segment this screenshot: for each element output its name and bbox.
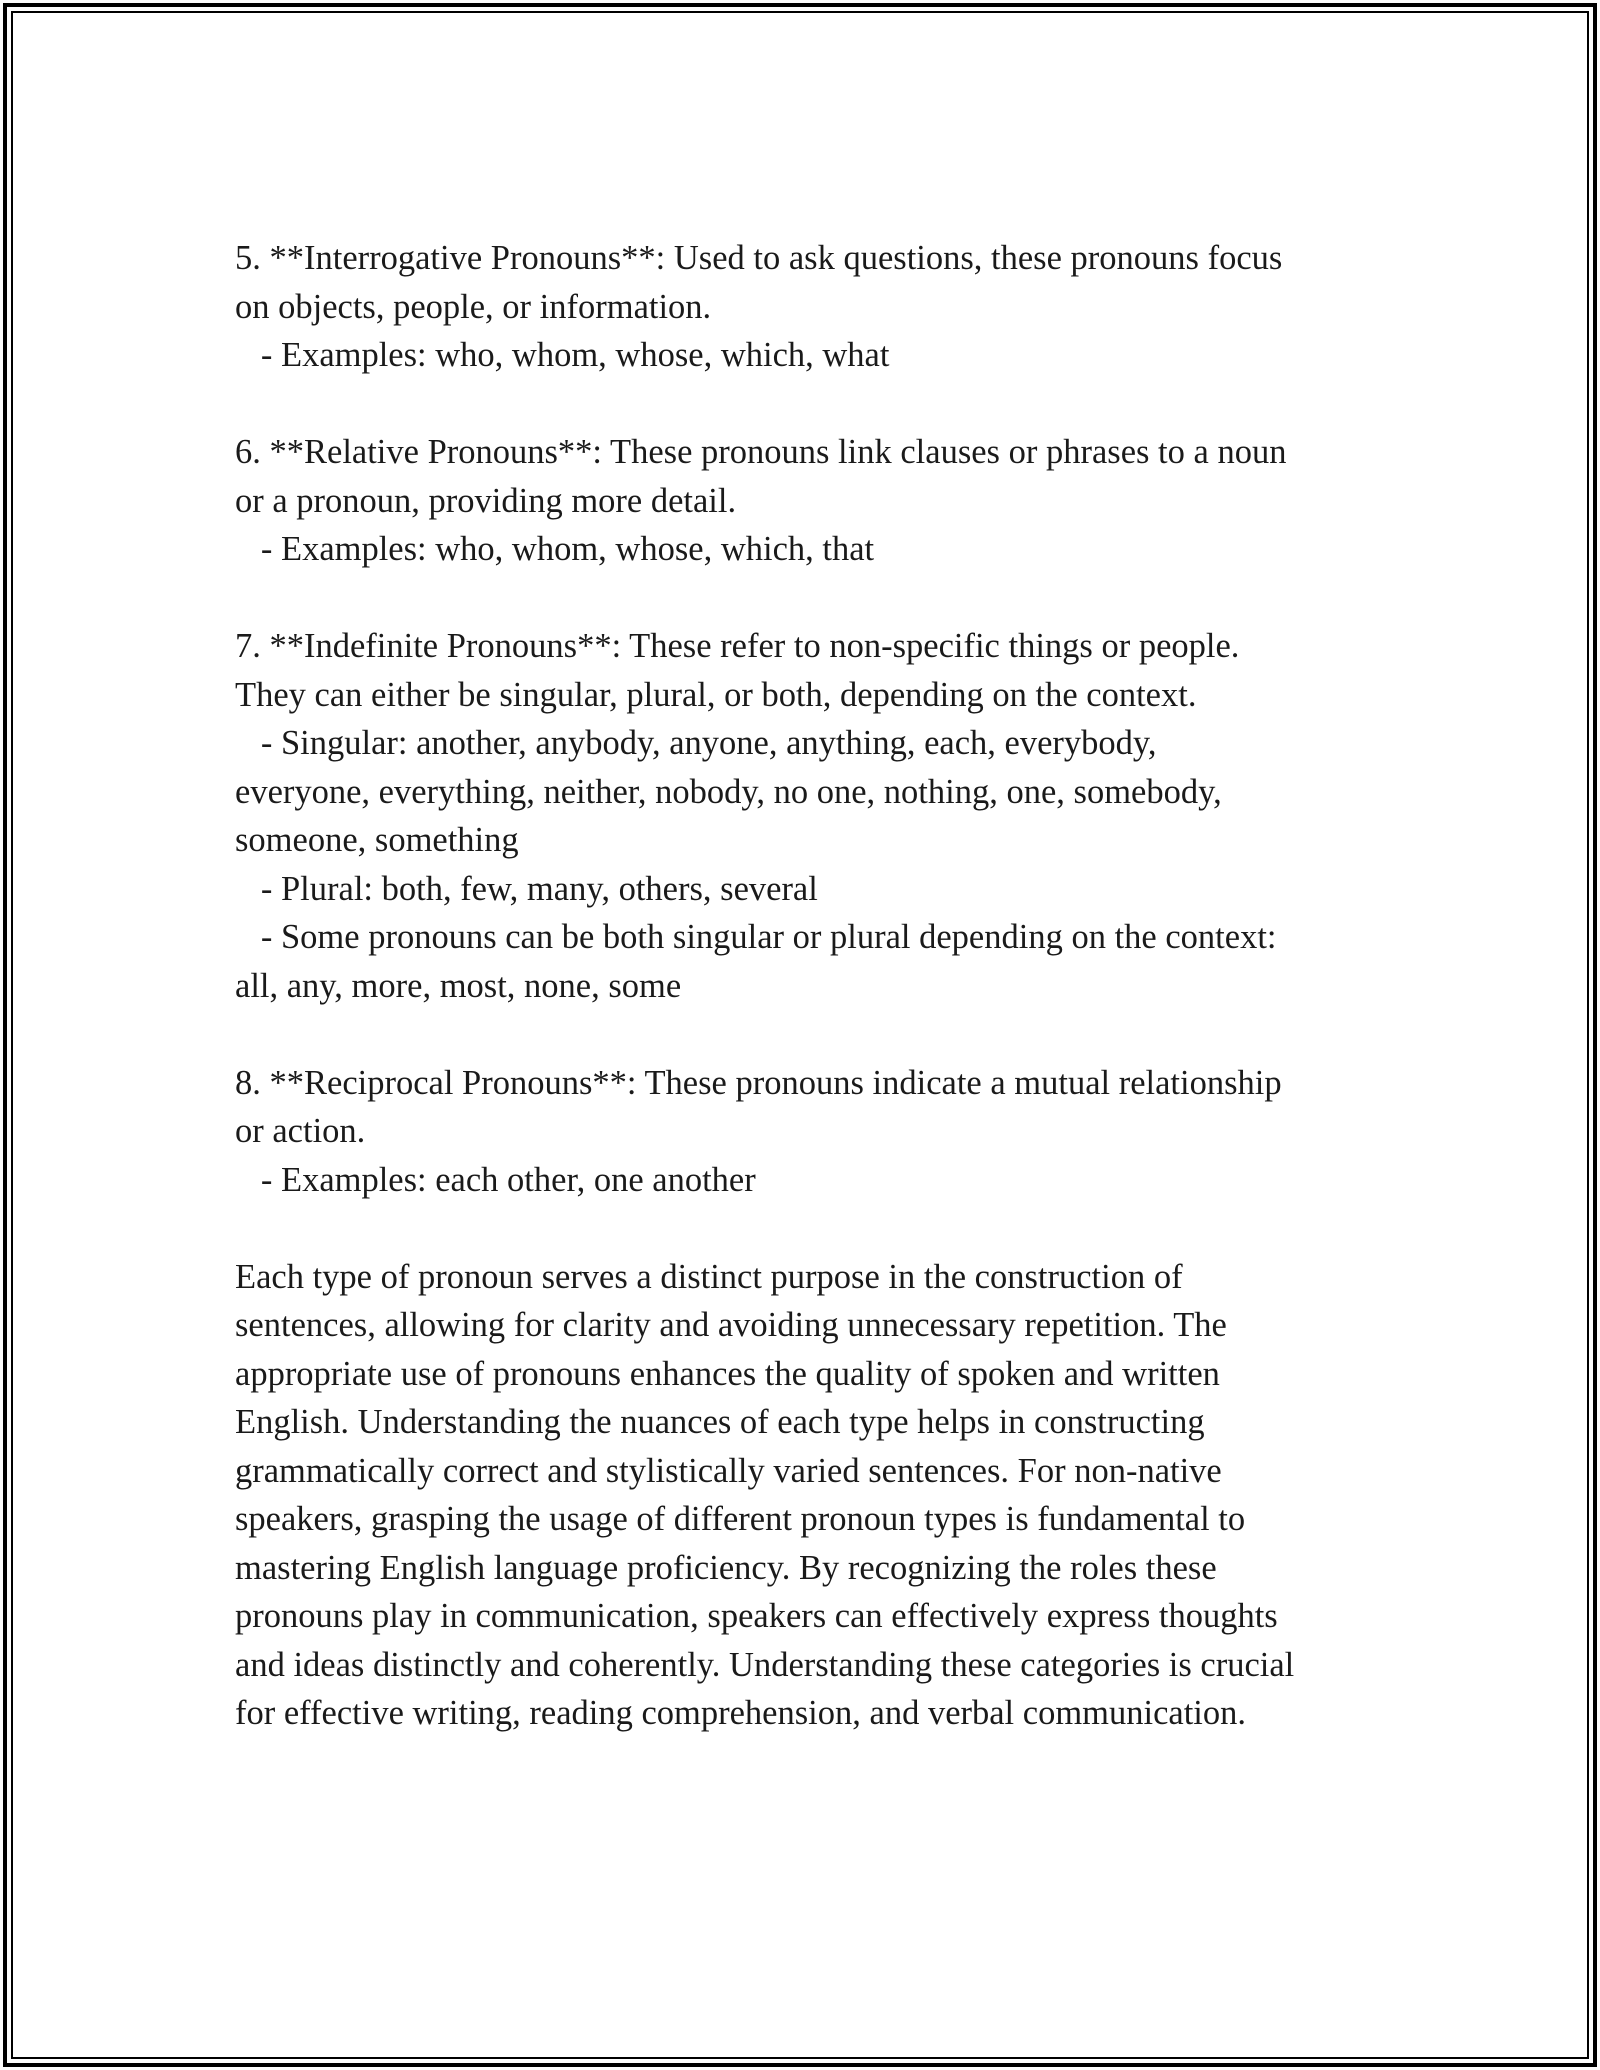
section-line: appropriate use of pronouns enhances the quality of spoken and written (235, 1354, 1220, 1393)
section-line: mastering English language proficiency. By recognizing the roles these (235, 1548, 1217, 1587)
section-line: someone, something (235, 821, 519, 859)
section-line: sentences, allowing for clarity and avoiding unnecessary repetition. The (235, 1306, 1227, 1344)
section-line: - Plural: both, few, many, others, several (235, 869, 818, 908)
section-line: all, any, more, most, none, some (235, 966, 682, 1005)
section-line: or action. (235, 1112, 366, 1150)
section-line: or a pronoun, providing more detail. (235, 481, 737, 520)
section-line: Each type of pronoun serves a distinct purpose in the construction of (235, 1257, 1183, 1296)
section-line: - Examples: who, whom, whose, which, what (235, 336, 890, 374)
reciprocal-pronouns-section (235, 1059, 1385, 1205)
conclusion-paragraph (235, 1253, 1385, 1738)
section-line: - Examples: who, whom, whose, which, that (235, 530, 875, 568)
section-line: grammatically correct and stylistically varied sentences. For non-native (235, 1451, 1222, 1490)
section-line: 7. **Indefinite Pronouns**: These refer to non-specific things or people. (235, 627, 1240, 665)
relative-pronouns-section (235, 428, 1385, 574)
section-line: 6. **Relative Pronouns**: These pronouns link clauses or phrases to a noun (235, 433, 1287, 471)
section-line: - Singular: another, anybody, anyone, anything, each, everybody, (235, 724, 1157, 762)
section-line: for effective writing, reading comprehension, and verbal communication. (235, 1694, 1247, 1732)
section-line: on objects, people, or information. (235, 287, 712, 326)
section-line: English. Understanding the nuances of each type helps in constructing (235, 1403, 1205, 1441)
indefinite-pronouns-section (235, 622, 1385, 1010)
section-line: - Examples: each other, one another (235, 1160, 756, 1199)
section-line: speakers, grasping the usage of different pronoun types is fundamental to (235, 1500, 1246, 1538)
section-line: and ideas distinctly and coherently. Understanding these categories is crucial (235, 1645, 1295, 1684)
section-line: 5. **Interrogative Pronouns**: Used to ask questions, these pronouns focus (235, 239, 1283, 277)
section-line: They can either be singular, plural, or both, depending on the context. (235, 675, 1197, 714)
document-body (235, 234, 1385, 1786)
section-line: everyone, everything, neither, nobody, no one, nothing, one, somebody, (235, 772, 1222, 811)
interrogative-pronouns-section (235, 234, 1385, 380)
section-line: pronouns play in communication, speakers can effectively express thoughts (235, 1597, 1278, 1635)
section-line: - Some pronouns can be both singular or plural depending on the context: (235, 918, 1277, 956)
section-line: 8. **Reciprocal Pronouns**: These pronouns indicate a mutual relationship (235, 1063, 1282, 1102)
